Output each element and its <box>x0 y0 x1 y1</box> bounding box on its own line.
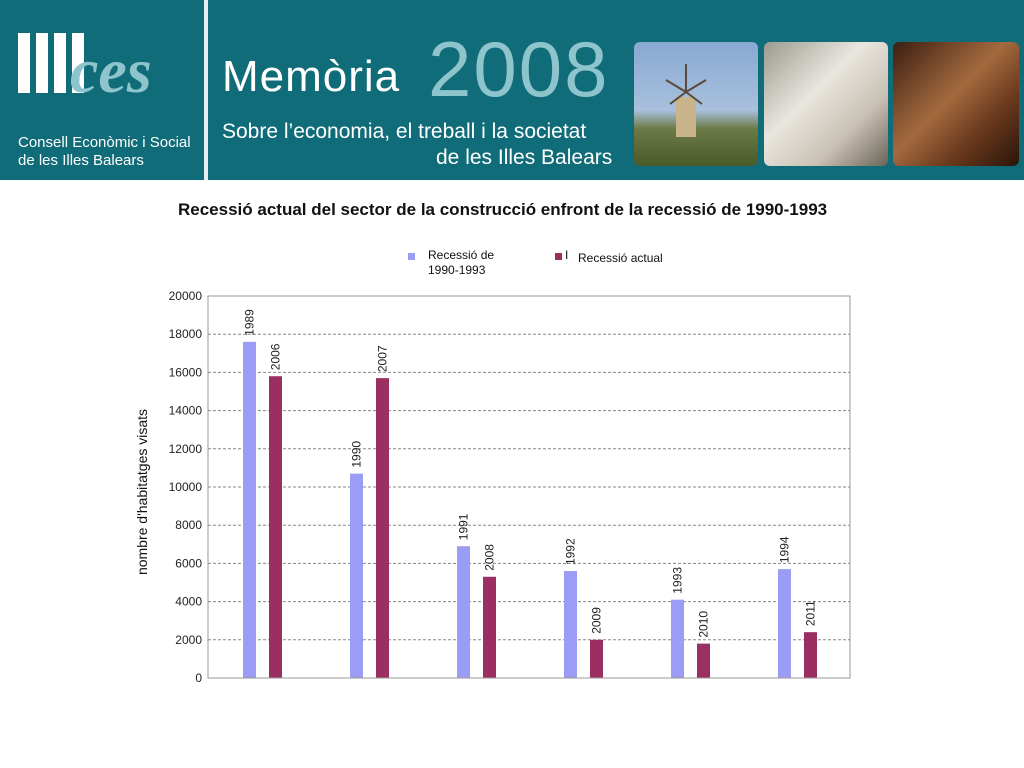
y-axis-label: nombre d'habitatges visats <box>134 408 150 576</box>
bar-series-1-1990 <box>350 474 363 678</box>
report-year: 2008 <box>428 25 610 113</box>
y-tick-label: 4000 <box>175 594 202 609</box>
y-tick-label: 20000 <box>168 289 202 303</box>
data-label-1994: 1994 <box>777 536 792 564</box>
y-tick-label: 0 <box>195 671 202 685</box>
bar-series-2-2009 <box>590 640 603 678</box>
data-label-1991: 1991 <box>456 513 471 541</box>
legend-label-series-1-line-2: 1990-1993 <box>428 263 486 277</box>
y-tick-label: 2000 <box>175 632 202 647</box>
data-label-2011: 2011 <box>803 600 818 627</box>
chart-title: Recessió actual del sector de la construcció enfront de la recessió de 1990-1993 <box>178 200 828 219</box>
data-label-2008: 2008 <box>482 544 497 571</box>
legend-label-series-2: Recessió actual <box>578 251 663 265</box>
bar-series-2-2006 <box>269 376 282 678</box>
bar-series-2-2007 <box>376 378 389 678</box>
report-title: Memòria <box>222 52 401 101</box>
org-line-2: de les Illes Balears <box>18 152 144 169</box>
data-label-2010: 2010 <box>696 610 711 638</box>
bar-series-2-2011 <box>804 632 817 678</box>
legend-marker-text: I <box>565 248 569 262</box>
subtitle-line-1: Sobre l’economia, el treball i la societat <box>222 120 587 143</box>
y-tick-label: 14000 <box>168 403 202 418</box>
data-label-1993: 1993 <box>670 566 685 594</box>
bar-series-1-1994 <box>778 569 791 678</box>
logo-text: ces <box>70 35 152 106</box>
org-line-1: Consell Econòmic i Social <box>18 134 191 151</box>
grid-layer <box>208 334 850 640</box>
data-label-1990: 1990 <box>349 440 364 468</box>
y-tick-label: 18000 <box>168 327 202 342</box>
bar-series-1-1991 <box>457 546 470 678</box>
y-tick-label: 16000 <box>168 365 202 380</box>
data-label-2007: 2007 <box>375 345 390 373</box>
data-label-2006: 2006 <box>268 343 283 371</box>
bar-series-1-1989 <box>243 342 256 678</box>
bar-series-2-2008 <box>483 577 496 678</box>
subtitle-line-2: de les Illes Balears <box>436 146 613 169</box>
bar-series-1-1992 <box>564 571 577 678</box>
data-label-2009: 2009 <box>589 607 604 634</box>
y-tick-label: 12000 <box>168 441 202 456</box>
data-label-1992: 1992 <box>563 538 578 566</box>
y-tick-label: 10000 <box>168 480 202 494</box>
bar-series-2-2010 <box>697 644 710 678</box>
legend-label-series-1-line-1: Recessió de <box>428 248 495 262</box>
bar-layer <box>243 342 817 678</box>
bar-series-1-1993 <box>671 600 684 678</box>
y-tick-label: 6000 <box>175 556 202 571</box>
data-label-1989: 1989 <box>242 309 257 336</box>
y-tick-label: 8000 <box>175 518 202 533</box>
